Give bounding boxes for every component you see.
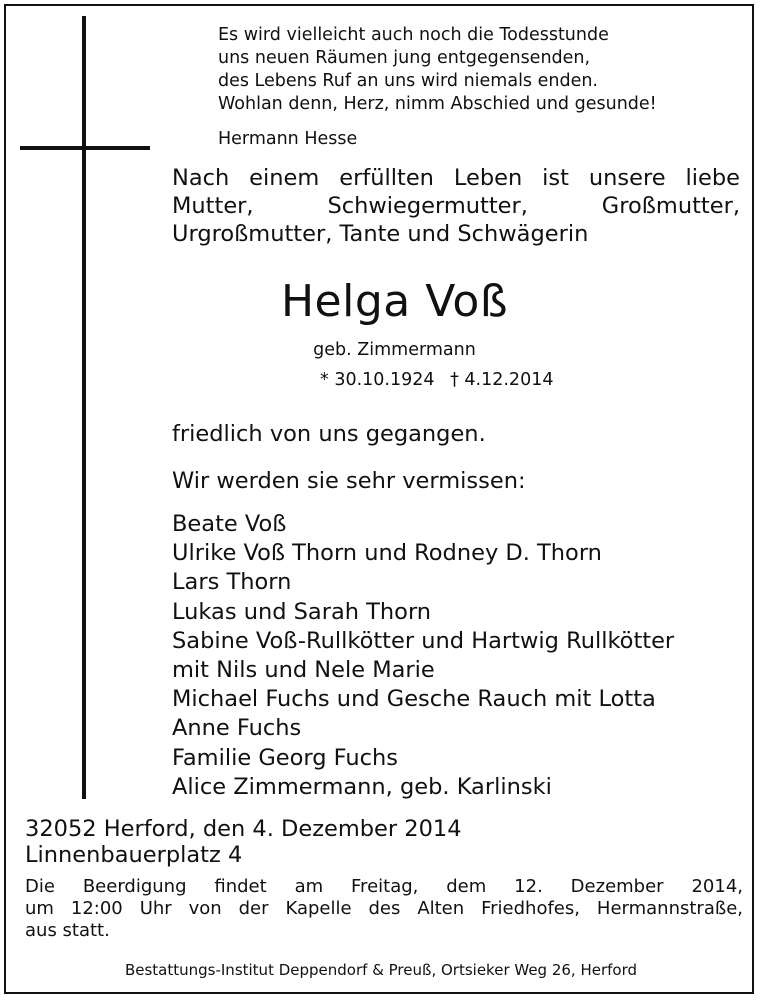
- funeral-line: Die Beerdigung findet am Freitag, dem 12. Dezember 2014,: [25, 876, 743, 897]
- funeral-line: um 12:00 Uhr von der Kapelle des Alten Friedhofes, Hermannstraße,: [25, 898, 743, 919]
- address-line: Linnenbauerplatz 4: [25, 842, 243, 868]
- mourner-item: Alice Zimmermann, geb. Karlinski: [172, 773, 552, 800]
- birth-name: geb. Zimmermann: [313, 340, 476, 360]
- place-and-date: [25, 816, 462, 868]
- mourner-item: Lars Thorn: [172, 569, 292, 596]
- cross-vertical-bar: [82, 16, 86, 799]
- mourner-item: Michael Fuchs und Gesche Rauch mit Lotta: [172, 686, 656, 713]
- mourner-item: Anne Fuchs: [172, 715, 302, 742]
- undertaker-info: Bestattungs-Institut Deppendorf & Preuß, Ortsieker Weg 26, Herford: [124, 961, 638, 979]
- mourner-item: Familie Georg Fuchs: [172, 744, 398, 771]
- place-date-line: 32052 Herford, den 4. Dezember 2014: [25, 816, 462, 842]
- poem-line: uns neuen Räumen jung entgegensenden,: [218, 48, 591, 68]
- mourners-list: [172, 510, 674, 802]
- mourner-item: mit Nils und Nele Marie: [172, 656, 435, 683]
- deceased-name: Helga Voß: [280, 276, 509, 327]
- funeral-notice: [25, 876, 743, 942]
- cross-horizontal-bar: [20, 146, 150, 150]
- poem-author: Hermann Hesse: [218, 129, 358, 149]
- passed-text: friedlich von uns gegangen.: [172, 421, 486, 447]
- intro-text: [172, 164, 740, 248]
- mourner-item: Sabine Voß-Rullkötter und Hartwig Rullkötter: [172, 627, 675, 654]
- funeral-line: aus statt.: [25, 920, 110, 941]
- poem-line: Wohlan denn, Herz, nimm Abschied und gesunde!: [218, 94, 657, 114]
- poem: [218, 24, 657, 116]
- poem-line: des Lebens Ruf an uns wird niemals enden.: [218, 71, 598, 91]
- miss-text: Wir werden sie sehr vermissen:: [172, 468, 526, 494]
- mourner-item: Ulrike Voß Thorn und Rodney D. Thorn: [172, 540, 602, 567]
- mourner-item: Lukas und Sarah Thorn: [172, 598, 432, 625]
- life-dates: [320, 370, 563, 390]
- death-date: † 4.12.2014: [450, 370, 554, 390]
- intro-line: Mutter, Schwiegermutter, Großmutter,: [172, 193, 740, 219]
- mourner-item: Beate Voß: [172, 511, 287, 537]
- intro-line: Urgroßmutter, Tante und Schwägerin: [172, 221, 589, 247]
- intro-line: Nach einem erfüllten Leben ist unsere liebe: [172, 165, 740, 191]
- birth-date: * 30.10.1924: [320, 370, 435, 390]
- poem-line: Es wird vielleicht auch noch die Todesstunde: [218, 25, 609, 45]
